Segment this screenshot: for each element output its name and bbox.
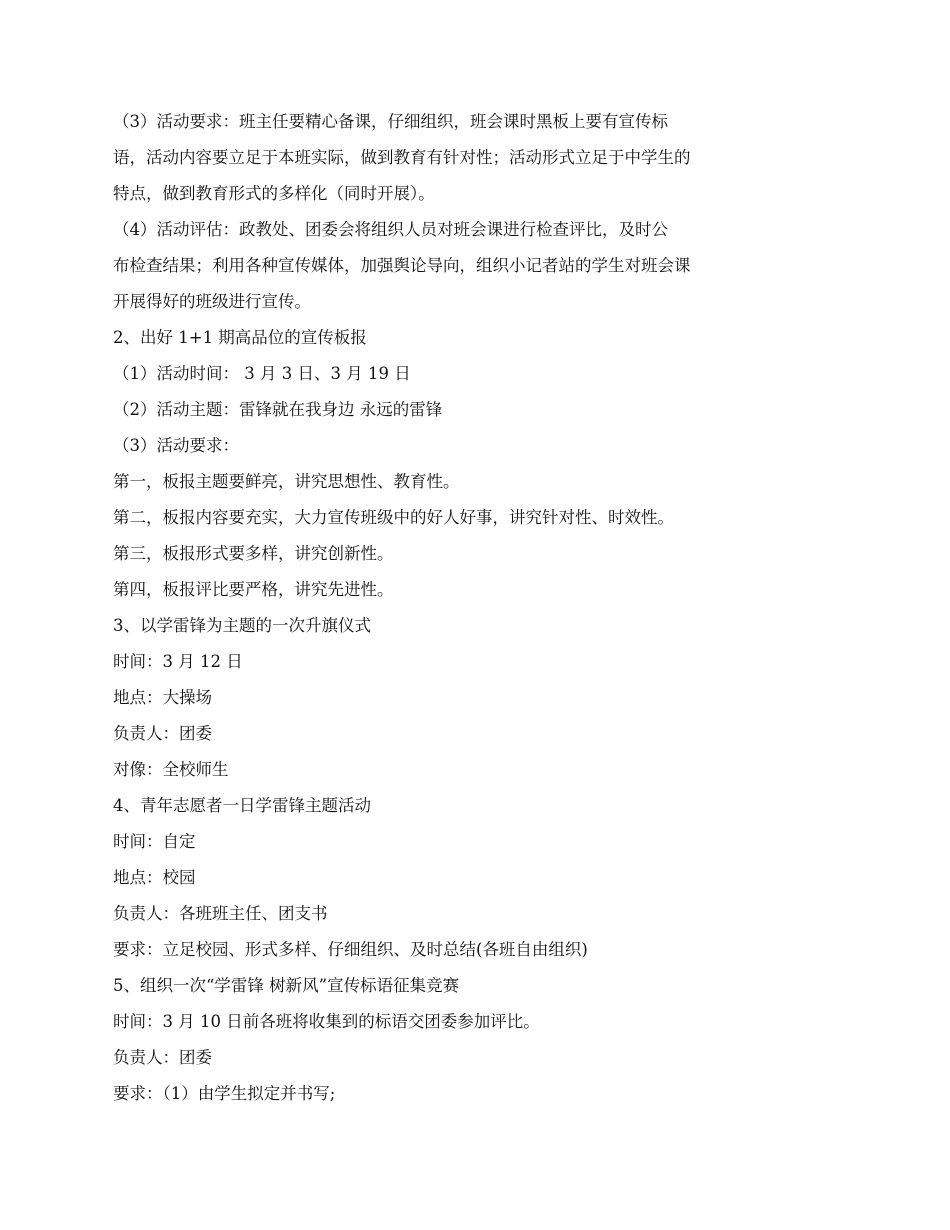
- paragraph-line: 时间：自定: [113, 832, 196, 851]
- document-body: [113, 104, 793, 1112]
- paragraph-line: 负责人：各班班主任、团支书: [113, 904, 328, 923]
- section-heading: 3、以学雷锋为主题的一次升旗仪式: [113, 616, 371, 635]
- paragraph-line: 第四，板报评比要严格，讲究先进性。: [113, 580, 394, 599]
- paragraph-line: （3）活动要求：: [113, 436, 239, 455]
- paragraph-line: 负责人：团委: [113, 1048, 212, 1067]
- section-heading: 4、青年志愿者一日学雷锋主题活动: [113, 796, 371, 815]
- paragraph-line: 布检查结果；利用各种宣传媒体，加强舆论导向，组织小记者站的学生对班会课: [113, 256, 691, 275]
- paragraph-line: 开展得好的班级进行宣传。: [113, 292, 311, 311]
- paragraph-line: 语，活动内容要立足于本班实际，做到教育有针对性；活动形式立足于中学生的: [113, 148, 691, 167]
- paragraph-line: 第一，板报主题要鲜亮，讲究思想性、教育性。: [113, 472, 460, 491]
- paragraph-line: （2）活动主题：雷锋就在我身边 永远的雷锋: [113, 400, 443, 419]
- paragraph-line: 要求：立足校园、形式多样、仔细组织、及时总结(各班自由组织): [113, 940, 588, 959]
- section-heading: 5、组织一次“学雷锋 树新风”宣传标语征集竞赛: [113, 976, 460, 995]
- paragraph-line: 第二，板报内容要充实，大力宣传班级中的好人好事，讲究针对性、时效性。: [113, 508, 674, 527]
- paragraph-line: 地点：校园: [113, 868, 196, 887]
- section-heading: 2、出好 1+1 期高品位的宣传板报: [113, 328, 367, 347]
- paragraph-line: （4）活动评估：政教处、团委会将组织人员对班会课进行检查评比，及时公: [113, 220, 668, 239]
- paragraph-line: （1）活动时间： 3 月 3 日、3 月 19 日: [113, 364, 411, 383]
- paragraph-line: 负责人：团委: [113, 724, 212, 743]
- paragraph-line: 要求：（1）由学生拟定并书写;: [113, 1084, 336, 1103]
- paragraph-line: 第三，板报形式要多样，讲究创新性。: [113, 544, 394, 563]
- paragraph-line: 地点：大操场: [113, 688, 212, 707]
- paragraph-line: 对像：全校师生: [113, 760, 229, 779]
- paragraph-line: 时间：3 月 12 日: [113, 652, 243, 671]
- paragraph-line: 时间：3 月 10 日前各班将收集到的标语交团委参加评比。: [113, 1012, 540, 1031]
- paragraph-line: （3）活动要求：班主任要精心备课，仔细组织，班会课时黑板上要有宣传标: [113, 112, 668, 131]
- paragraph-line: 特点，做到教育形式的多样化（同时开展）。: [113, 184, 435, 203]
